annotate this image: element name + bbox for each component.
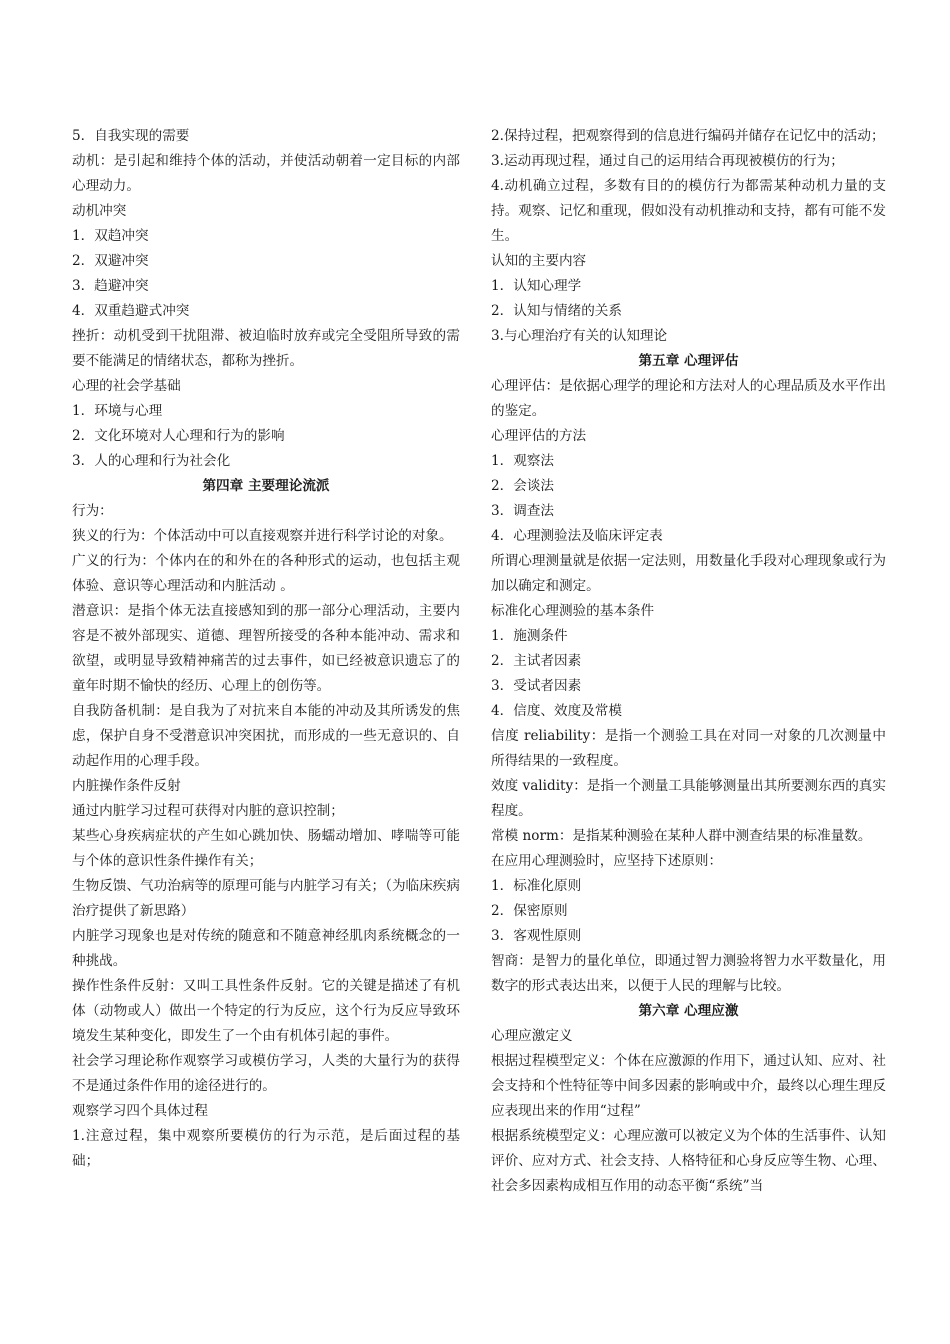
paragraph: 2．文化环境对人心理和行为的影响	[72, 428, 285, 444]
paragraph: 自我防备机制：是自我为了对抗来自本能的冲动及其所诱发的焦虑，保护自身不受潜意识冲突困扰，而形成的一些无意识的、自动起作用的心理手段。	[72, 703, 460, 769]
paragraph: 信度 reliability：是指一个测验工具在对同一对象的几次测量中所得结果的一致程度。	[491, 728, 886, 769]
paragraph: 2．双避冲突	[72, 253, 149, 269]
paragraph: 根据系统模型定义：心理应激可以被定义为个体的生活事件、认知评价、应对方式、社会支持、人格特征和心身反应等生物、心理、社会多因素构成相互作用的动态平衡“系统”当	[491, 1128, 886, 1194]
paragraph: 心理评估的方法	[491, 428, 587, 444]
chapter-heading: 第四章 主要理论流派	[202, 478, 330, 494]
paragraph: 内脏学习现象也是对传统的随意和不随意神经肌肉系统概念的一种挑战。	[72, 928, 460, 969]
paragraph: 2．保密原则	[491, 903, 568, 919]
chapter-heading: 第五章 心理评估	[638, 353, 739, 369]
paragraph: 潜意识：是指个体无法直接感知到的那一部分心理活动，主要内容是不被外部现实、道德、理智所接受的各种本能冲动、需求和欲望，或明显导致精神痛苦的过去事件，如已经被意识遗忘了的童年时期不愉快的经历、心理上的创伤等。	[72, 603, 460, 694]
paragraph: 生物反馈、气功治病等的原理可能与内脏学习有关；（为临床疾病治疗提供了新思路）	[72, 878, 460, 919]
paragraph: 动机：是引起和维持个体的活动，并使活动朝着一定目标的内部心理动力。	[72, 153, 460, 194]
paragraph: 行为：	[72, 503, 113, 519]
paragraph: 4．双重趋避式冲突	[72, 303, 190, 319]
paragraph: 效度 validity：是指一个测量工具能够测量出其所要测东西的真实程度。	[491, 778, 886, 819]
paragraph: 2．主试者因素	[491, 653, 582, 669]
paragraph: 1．环境与心理	[72, 403, 163, 419]
paragraph: 1.注意过程，集中观察所要模仿的行为示范，是后面过程的基础；	[72, 1128, 460, 1169]
paragraph: 3．受试者因素	[491, 678, 582, 694]
chapter-heading: 第六章 心理应激	[638, 1003, 739, 1019]
paragraph: 常模 norm：是指某种测验在某种人群中测查结果的标准量数。	[491, 828, 872, 844]
paragraph: 某些心身疾病症状的产生如心跳加快、肠蠕动增加、哮喘等可能与个体的意识性条件操作有关；	[72, 828, 460, 869]
paragraph: 挫折：动机受到干扰阻滞、被迫临时放弃或完全受阻所导致的需要不能满足的情绪状态，都称为挫折。	[72, 328, 460, 369]
paragraph: 操作性条件反射：又叫工具性条件反射。它的关键是描述了有机体（动物或人）做出一个特定的行为反应，这个行为反应导致环境发生某种变化，即发生了一个由有机体引起的事件。	[72, 978, 460, 1044]
paragraph: 在应用心理测验时，应坚持下述原则：	[491, 853, 723, 869]
paragraph: 3．趋避冲突	[72, 278, 149, 294]
paragraph: 智商：是智力的量化单位，即通过智力测验将智力水平数量化，用数字的形式表达出来，以便于人民的理解与比较。	[491, 953, 886, 994]
right-column	[491, 124, 886, 1199]
paragraph: 心理的社会学基础	[72, 378, 181, 394]
paragraph: 3.与心理治疗有关的认知理论	[491, 328, 668, 344]
left-column	[72, 124, 460, 1174]
paragraph: 2．会谈法	[491, 478, 555, 494]
paragraph: 1．认知心理学	[491, 278, 582, 294]
paragraph: 观察学习四个具体过程	[72, 1103, 208, 1119]
paragraph: 1．双趋冲突	[72, 228, 149, 244]
paragraph: 广义的行为：个体内在的和外在的各种形式的运动，也包括主观体验、意识等心理活动和内脏活动 。	[72, 553, 460, 594]
paragraph: 狭义的行为：个体活动中可以直接观察并进行科学讨论的对象。	[72, 528, 453, 544]
paragraph: 心理应激定义	[491, 1028, 573, 1044]
paragraph: 所谓心理测量就是依据一定法则，用数量化手段对心理现象或行为加以确定和测定。	[491, 553, 886, 594]
paragraph: 通过内脏学习过程可获得对内脏的意识控制；	[72, 803, 344, 819]
paragraph: 心理评估：是依据心理学的理论和方法对人的心理品质及水平作出的鉴定。	[491, 378, 886, 419]
paragraph: 1．观察法	[491, 453, 555, 469]
paragraph: 3．客观性原则	[491, 928, 582, 944]
paragraph: 3．调查法	[491, 503, 555, 519]
paragraph: 根据过程模型定义：个体在应激源的作用下，通过认知、应对、社会支持和个性特征等中间多因素的影响或中介，最终以心理生理反应表现出来的作用“过程”	[491, 1053, 886, 1119]
paragraph: 4.动机确立过程，多数有目的的模仿行为都需某种动机力量的支持。观察、记忆和重现，假如没有动机推动和支持，都有可能不发生。	[491, 178, 886, 244]
paragraph: 1．施测条件	[491, 628, 568, 644]
paragraph: 1．标准化原则	[491, 878, 582, 894]
paragraph: 社会学习理论称作观察学习或模仿学习，人类的大量行为的获得不是通过条件作用的途径进行的。	[72, 1053, 460, 1094]
paragraph: 动机冲突	[72, 203, 127, 219]
paragraph: 内脏操作条件反射	[72, 778, 181, 794]
paragraph: 4．心理测验法及临床评定表	[491, 528, 663, 544]
paragraph: 3.运动再现过程，通过自己的运用结合再现被模仿的行为；	[491, 153, 844, 169]
paragraph: 5．自我实现的需要	[72, 128, 190, 144]
paragraph: 认知的主要内容	[491, 253, 587, 269]
paragraph: 4．信度、效度及常模	[491, 703, 622, 719]
paragraph: 2．认知与情绪的关系	[491, 303, 622, 319]
paragraph: 2.保持过程，把观察得到的信息进行编码并储存在记忆中的活动；	[491, 128, 885, 144]
paragraph: 标准化心理测验的基本条件	[491, 603, 655, 619]
paragraph: 3．人的心理和行为社会化	[72, 453, 231, 469]
